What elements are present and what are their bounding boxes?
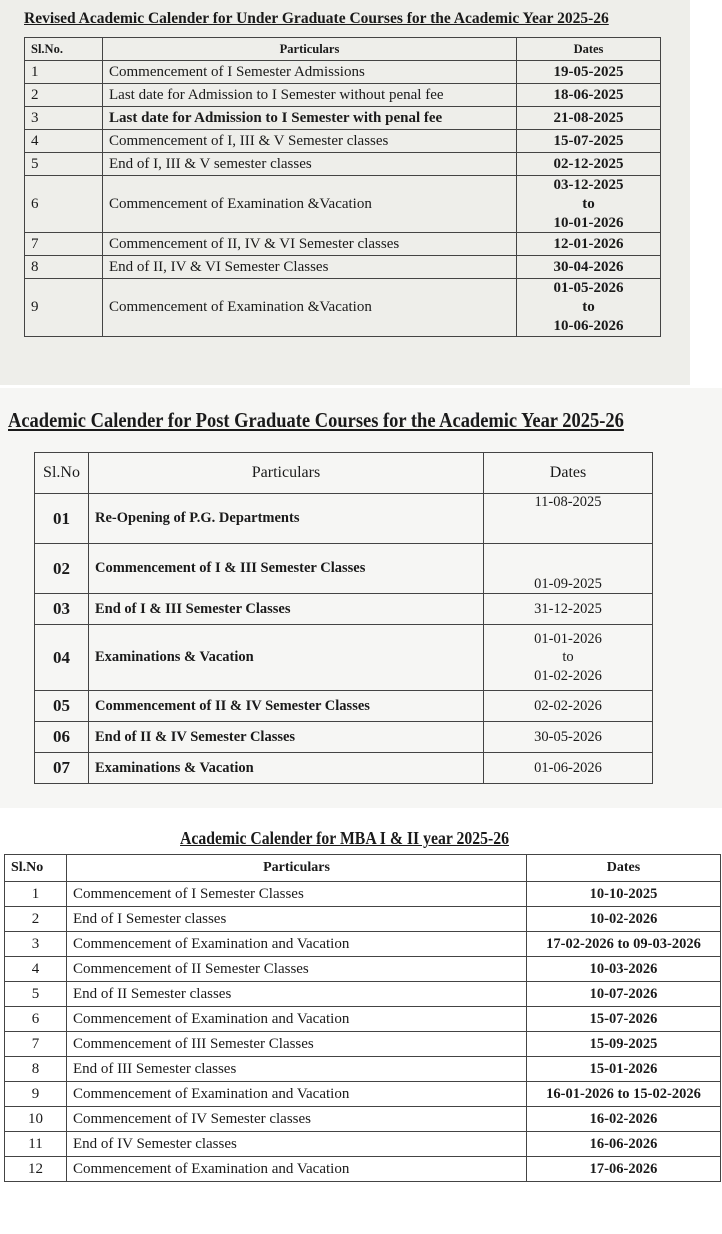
pg-calendar-section	[0, 388, 722, 808]
row-particular: Commencement of I, III & V Semester classes	[103, 130, 517, 153]
row-sl-no: 2	[5, 907, 67, 932]
table-row	[25, 233, 661, 256]
date-range-separator: to	[582, 299, 595, 315]
row-date: 11-08-2025	[484, 494, 653, 544]
row-sl-no: 2	[25, 84, 103, 107]
table-row	[5, 1107, 721, 1132]
row-sl-no: 1	[5, 882, 67, 907]
mba-calendar-table	[4, 854, 721, 1182]
table-header-row	[35, 453, 653, 494]
row-date: 02-12-2025	[517, 153, 661, 176]
row-particular: End of I & III Semester Classes	[89, 594, 484, 625]
header-sl-no: Sl.No	[5, 855, 67, 882]
row-sl-no: 6	[25, 176, 103, 233]
table-row	[25, 176, 661, 233]
table-row	[25, 279, 661, 336]
ug-calendar-section	[0, 0, 690, 385]
header-dates: Dates	[517, 38, 661, 61]
row-date: 10-03-2026	[527, 957, 721, 982]
row-sl-no: 03	[35, 594, 89, 625]
table-row	[25, 256, 661, 279]
table-row	[35, 753, 653, 784]
row-particular: End of II Semester classes	[67, 982, 527, 1007]
row-date: 02-02-2026	[484, 691, 653, 722]
row-date: 17-02-2026 to 09-03-2026	[527, 932, 721, 957]
row-sl-no: 5	[5, 982, 67, 1007]
row-date: 01-06-2026	[484, 753, 653, 784]
row-sl-no: 5	[25, 153, 103, 176]
row-particular: Commencement of Examination and Vacation	[67, 1157, 527, 1182]
row-particular: Commencement of I Semester Classes	[67, 882, 527, 907]
row-date: 30-04-2026	[517, 256, 661, 279]
row-particular: Commencement of III Semester Classes	[67, 1032, 527, 1057]
date-range-start: 03-12-2025	[553, 177, 624, 193]
row-sl-no: 9	[25, 279, 103, 336]
row-particular: Re-Opening of P.G. Departments	[89, 494, 484, 544]
row-date: 18-06-2025	[517, 84, 661, 107]
ug-calendar-title: Revised Academic Calender for Under Graduate Courses for the Academic Year 2025-26	[24, 10, 609, 27]
row-date: 16-06-2026	[527, 1132, 721, 1157]
table-row	[5, 1082, 721, 1107]
header-particulars: Particulars	[103, 38, 517, 61]
row-date	[484, 625, 653, 691]
row-sl-no: 6	[5, 1007, 67, 1032]
row-sl-no: 3	[25, 107, 103, 130]
row-date: 10-07-2026	[527, 982, 721, 1007]
row-sl-no: 7	[5, 1032, 67, 1057]
row-date: 17-06-2026	[527, 1157, 721, 1182]
table-header-row	[5, 855, 721, 882]
table-row	[25, 153, 661, 176]
table-row	[25, 84, 661, 107]
row-date: 12-01-2026	[517, 233, 661, 256]
row-sl-no: 7	[25, 233, 103, 256]
row-date: 15-09-2025	[527, 1032, 721, 1057]
row-sl-no: 07	[35, 753, 89, 784]
date-range-end: 10-06-2026	[553, 317, 624, 334]
row-particular: End of IV Semester classes	[67, 1132, 527, 1157]
row-particular: Commencement of Examination and Vacation	[67, 1082, 527, 1107]
table-row	[25, 107, 661, 130]
date-range-end: 01-02-2026	[534, 667, 602, 684]
row-date: 15-07-2026	[527, 1007, 721, 1032]
pg-calendar-table	[34, 452, 653, 784]
table-row	[25, 130, 661, 153]
table-row	[5, 1007, 721, 1032]
row-particular: Commencement of Examination &Vacation	[103, 176, 517, 233]
table-row	[5, 1057, 721, 1082]
row-sl-no: 4	[25, 130, 103, 153]
row-particular: Commencement of IV Semester classes	[67, 1107, 527, 1132]
row-particular: Last date for Admission to I Semester without penal fee	[103, 84, 517, 107]
header-dates: Dates	[527, 855, 721, 882]
row-particular: End of II & IV Semester Classes	[89, 722, 484, 753]
row-date: 10-10-2025	[527, 882, 721, 907]
row-date: 16-02-2026	[527, 1107, 721, 1132]
row-sl-no: 12	[5, 1157, 67, 1182]
row-sl-no: 8	[25, 256, 103, 279]
row-sl-no: 4	[5, 957, 67, 982]
date-range-separator: to	[562, 649, 574, 666]
row-particular: Commencement of II, IV & VI Semester classes	[103, 233, 517, 256]
row-date: 31-12-2025	[484, 594, 653, 625]
row-particular: End of III Semester classes	[67, 1057, 527, 1082]
row-particular: End of II, IV & VI Semester Classes	[103, 256, 517, 279]
row-sl-no: 3	[5, 932, 67, 957]
table-row	[35, 625, 653, 691]
mba-calendar-section	[0, 818, 722, 1203]
row-particular: Examinations & Vacation	[89, 753, 484, 784]
row-particular: Commencement of I & III Semester Classes	[89, 544, 484, 594]
row-particular: Commencement of II & IV Semester Classes	[89, 691, 484, 722]
row-particular: Commencement of Examination and Vacation	[67, 932, 527, 957]
row-date: 30-05-2026	[484, 722, 653, 753]
table-row	[35, 494, 653, 544]
row-sl-no: 06	[35, 722, 89, 753]
row-particular: End of I, III & V semester classes	[103, 153, 517, 176]
table-row	[5, 932, 721, 957]
table-row	[35, 722, 653, 753]
row-particular: Commencement of Examination and Vacation	[67, 1007, 527, 1032]
row-sl-no: 11	[5, 1132, 67, 1157]
row-date	[517, 176, 661, 233]
row-particular: Commencement of II Semester Classes	[67, 957, 527, 982]
date-range-end: 10-01-2026	[553, 214, 624, 231]
row-date	[517, 279, 661, 336]
row-date: 21-08-2025	[517, 107, 661, 130]
row-date: 19-05-2025	[517, 61, 661, 84]
row-particular: End of I Semester classes	[67, 907, 527, 932]
row-sl-no: 01	[35, 494, 89, 544]
header-sl-no: Sl.No.	[25, 38, 103, 61]
row-particular: Commencement of I Semester Admissions	[103, 61, 517, 84]
row-particular: Examinations & Vacation	[89, 625, 484, 691]
header-particulars: Particulars	[67, 855, 527, 882]
table-row	[5, 907, 721, 932]
table-row	[5, 882, 721, 907]
date-range-start: 01-05-2026	[553, 280, 624, 297]
row-date: 15-01-2026	[527, 1057, 721, 1082]
date-range-separator: to	[582, 195, 595, 212]
ug-calendar-table	[24, 37, 661, 337]
row-date: 10-02-2026	[527, 907, 721, 932]
table-row	[35, 594, 653, 625]
row-sl-no: 8	[5, 1057, 67, 1082]
row-sl-no: 05	[35, 691, 89, 722]
row-sl-no: 9	[5, 1082, 67, 1107]
row-sl-no: 02	[35, 544, 89, 594]
row-sl-no: 04	[35, 625, 89, 691]
row-particular: Commencement of Examination &Vacation	[103, 279, 517, 336]
pg-calendar-title: Academic Calender for Post Graduate Courses for the Academic Year 2025-26	[8, 408, 624, 432]
table-row	[35, 544, 653, 594]
row-sl-no: 10	[5, 1107, 67, 1132]
table-row	[5, 957, 721, 982]
row-date: 16-01-2026 to 15-02-2026	[527, 1082, 721, 1107]
table-row	[35, 691, 653, 722]
table-row	[25, 61, 661, 84]
table-row	[5, 1132, 721, 1157]
table-row	[5, 982, 721, 1007]
header-sl-no: Sl.No	[35, 453, 89, 494]
header-particulars: Particulars	[89, 453, 484, 494]
table-header-row	[25, 38, 661, 61]
row-particular: Last date for Admission to I Semester with penal fee	[103, 107, 517, 130]
row-date: 15-07-2025	[517, 130, 661, 153]
row-sl-no: 1	[25, 61, 103, 84]
table-row	[5, 1032, 721, 1057]
table-row	[5, 1157, 721, 1182]
date-range-start: 01-01-2026	[534, 631, 602, 648]
header-dates: Dates	[484, 453, 653, 494]
row-date: 01-09-2025	[484, 544, 653, 594]
mba-calendar-title: Academic Calender for MBA I & II year 2025-26	[180, 828, 509, 848]
